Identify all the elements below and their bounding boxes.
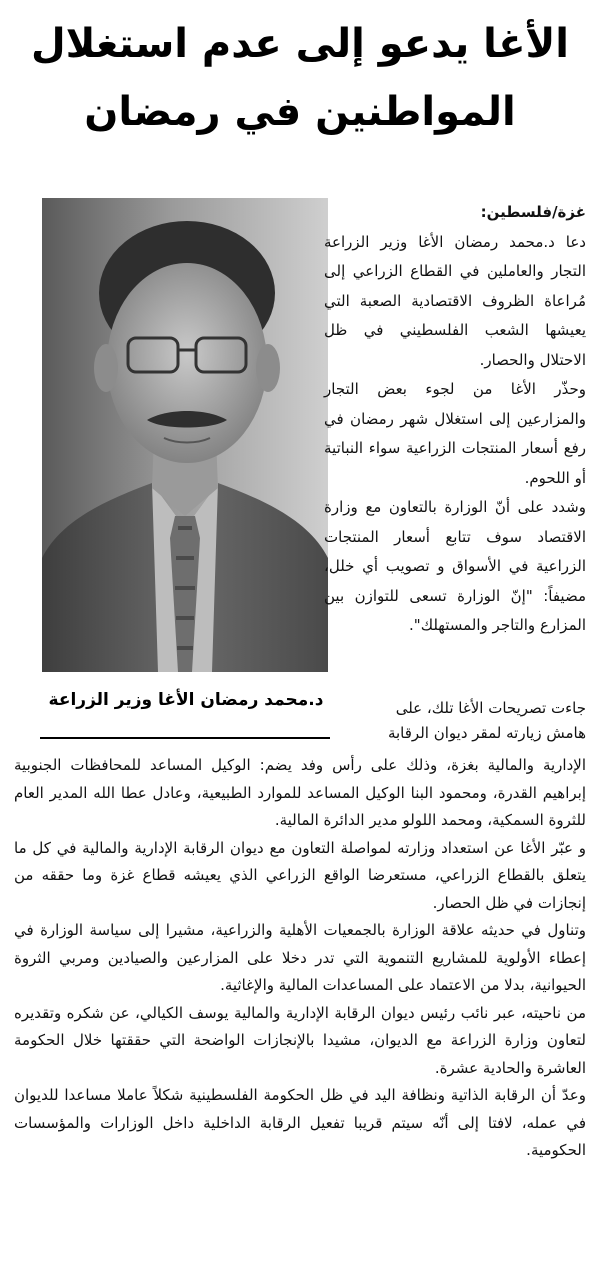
photo-caption: د.محمد رمضان الأغا وزير الزراعة (48, 690, 324, 710)
article-wide-column (14, 752, 586, 1165)
headline-line-1: الأغا يدعو إلى عدم استغلال (30, 21, 570, 67)
headline-line-2: المواطنين في رمضان (84, 89, 516, 135)
paragraph-4: الإدارية والمالية بغزة، وذلك على رأس وفد يضم: الوكيل المساعد للمحافظات الجنوبية إبراهيم القدرة، ومحمود البنا الوكيل المساعد للموارد الطبيعية، وعادل عطا الله المدير العام للثروة السمكية، ومحمد اللولو مدير الدائرة المالية. (14, 756, 586, 829)
paragraph-1: دعا د.محمد رمضان الأغا وزير الزراعة التجار والعاملين في القطاع الزراعي إلى مُراعاة الظروف الاقتصادية الصعبة التي يعيشها الشعب الفلسطيني في ظل الاحتلال والحصار. (324, 232, 586, 369)
paragraph-5: و عبّر الأغا عن استعداد وزارته لمواصلة التعاون مع ديوان الرقابة الإدارية والمالية في كل ما يتعلق بالقطاع الزراعي، مستعرضا الواقع الزراعي الذي يعيشه قطاع غزة وما حققه من إنجازات في ظل الحصار. (14, 838, 586, 912)
paragraph-8: وعدّ أن الرقابة الذاتية ونظافة اليد في ظل الحكومة الفلسطينية شكلاً عاملا مساعدا للديوان في عمله، لافتا إلى أنّه سيتم قريبا تفعيل الرقابة الداخلية داخل الوزارات والمؤسسات الحكومية. (14, 1086, 586, 1159)
paragraph-6: وتناول في حديثه علاقة الوزارة بالجمعيات الأهلية والزراعية، مشيرا إلى سياسة الوزارة في إعطاء الأولوية للمشاريع التنموية التي تدر دخلا على المزارعين والصيادين ومربي الثروة الحيوانية، بدلا من الاعتماد على المساعدات المالية والإغاثية. (14, 921, 586, 994)
paragraph-7: من ناحيته، عبر نائب رئيس ديوان الرقابة الإدارية والمالية يوسف الكيالي، عن شكره وتقديره لتعاون وزارة الزراعة مع الديوان، مشيدا بالإنجازات الواضحة التي حققتها خلال الحكومة العاشرة والحادية عشرة. (14, 1003, 586, 1077)
wrap-line-1: جاءت تصريحات الأغا تلك، على (395, 699, 586, 717)
article-narrow-column (324, 198, 586, 641)
dateline: غزة/فلسطين: (480, 203, 586, 221)
paragraph-2: وحذّر الأغا من لجوء بعض التجار والمزارعين إلى استغلال شهر رمضان في رفع أسعار المنتجات الزراعية سواء النباتية أو اللحوم. (324, 380, 586, 487)
paragraph-3: وشدد على أنّ الوزارة بالتعاون مع وزارة الاقتصاد سوف تتابع أسعار المنتجات الزراعية في الأسواق و تصويب أي خلل، مضيفاً: "إنّ الوزارة تسعى للتوازن بين المزارع والتاجر والمستهلك". (324, 498, 586, 634)
caption-divider (40, 737, 330, 739)
portrait-photo (42, 198, 328, 672)
headline (20, 10, 580, 146)
wrap-line-2: هامش زيارته لمقر ديوان الرقابة (387, 724, 586, 742)
